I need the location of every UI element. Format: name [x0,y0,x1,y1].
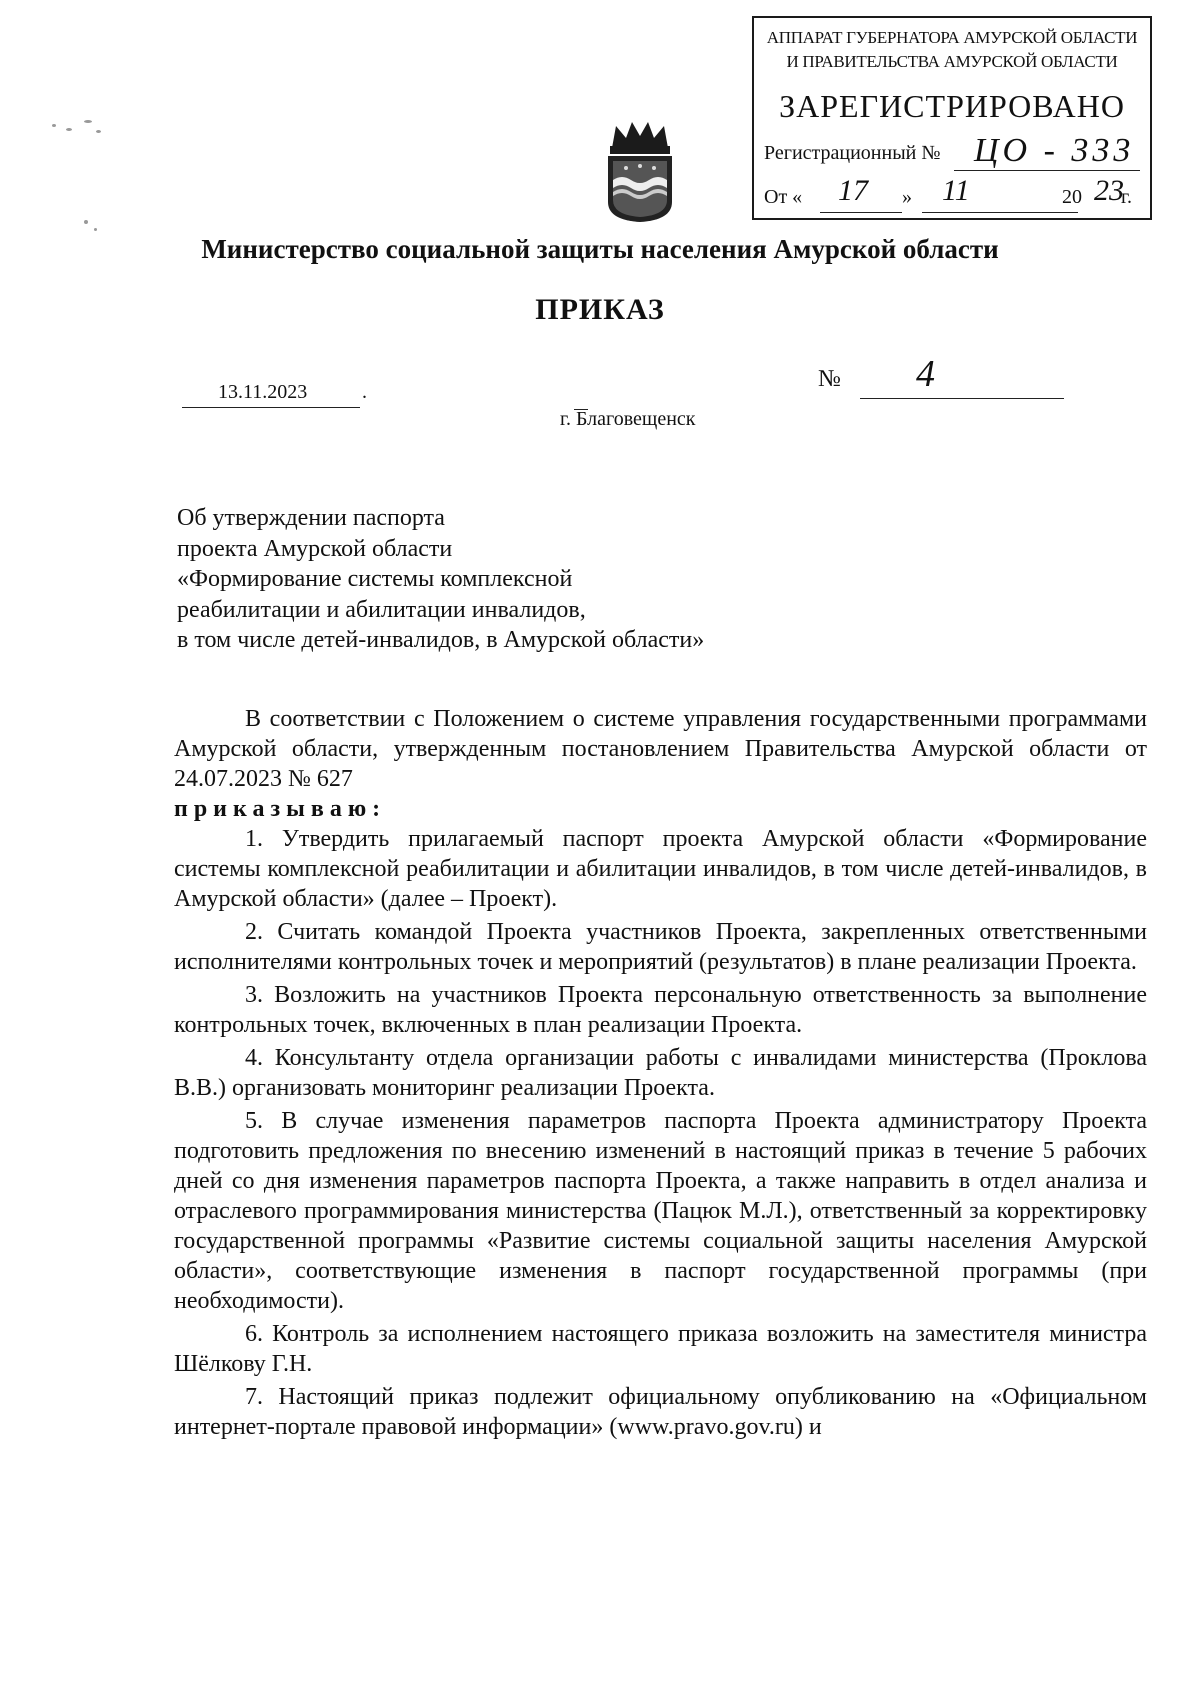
stamp-date-year-prefix: 20 [1062,186,1082,208]
stamp-org-line-2: И ПРАВИТЕЛЬСТВА АМУРСКОЙ ОБЛАСТИ [786,52,1118,71]
subject-line: в том числе детей-инвалидов, в Амурской области» [177,627,705,653]
order-item: 2. Считать командой Проекта участников Проекта, закрепленных ответственными исполнителями контрольных точек и мероприятий (результатов) в плане реализации Проекта. [174,919,1147,975]
document-subject [177,503,877,656]
stamp-reg-number-label: Регистрационный № [764,142,941,164]
stamp-org-line-1: АППАРАТ ГУБЕРНАТОРА АМУРСКОЙ ОБЛАСТИ [766,28,1138,47]
order-item: 4. Консультанту отдела организации работы с инвалидами министерства (Проклова В.В.) организовать мониторинг реализации Проекта. [174,1045,1147,1101]
document-date-dot: . [362,381,367,403]
document-date [182,381,372,411]
scan-speck [96,130,101,133]
registration-stamp [752,16,1152,220]
preamble-paragraph: В соответствии с Положением о системе управления государственными программами Амурской области, утвержденным постановлением Правительства Амурской области от 24.07.2023 № 627 [174,706,1147,792]
stamp-registered-label: ЗАРЕГИСТРИРОВАНО [779,88,1125,124]
document-number-underline [860,398,1064,399]
stamp-date-day: 17 [838,174,868,207]
scan-speck [84,120,92,123]
subject-line: реабилитации и абилитации инвалидов, [177,596,586,623]
subject-line: проекта Амурской области [177,535,453,562]
stamp-reg-number-underline [954,170,1140,171]
order-item: 5. В случае изменения параметров паспорта Проекта администратору Проекта подготовить предложения по внесению изменений в настоящий приказ в течение 5 рабочих дней со дня изменения параметров паспорта Проекта, а также направить в отдел анализа и отраслевого программирования министерства (Пацюк М.Л.), ответственный за корректировку государственной программы «Развитие системы социальной защиты населения Амурской области», соответствующие изменения в паспорт государственной программы (при необходимости). [174,1108,1147,1314]
scan-speck [94,228,97,231]
scan-speck [84,220,88,224]
scan-speck [66,128,72,131]
stamp-date-month-underline [922,212,1078,213]
stamp-date-quote-close: » [902,186,912,208]
order-word: приказываю: [174,796,387,822]
document-number-sign: № [818,366,841,392]
subject-line: Об утверждении паспорта [177,505,445,531]
subject-line: «Формирование системы комплексной [177,566,573,592]
order-item: 6. Контроль за исполнением настоящего приказа возложить на заместителя министра Шёлкову Г.Н. [174,1321,1147,1377]
document-title: ПРИКАЗ [535,293,665,326]
document-number [818,353,1068,402]
stamp-date-year-suffix: 23 [1094,174,1124,207]
order-item: 3. Возложить на участников Проекта персональную ответственность за выполнение контрольных точек, включенных в план реализации Проекта. [174,982,1147,1038]
stamp-date-month: 11 [942,174,970,207]
stamp-date-year-g: г. [1121,186,1132,208]
ministry-name: Министерство социальной защиты населения Амурской области [201,234,999,264]
coat-of-arms-icon [602,118,678,224]
stamp-date-day-underline [820,212,902,213]
stamp-date-from-label: От « [764,186,803,208]
document-body [174,704,1147,1442]
scan-speck [52,124,56,127]
city: г. Благовещенск [560,408,696,430]
order-item: 7. Настоящий приказ подлежит официальному опубликованию на «Официальном интернет-портале правовой информации» (www.pravo.gov.ru) и [174,1384,1147,1440]
stamp-reg-number-handwritten: ЦО - 333 [974,132,1135,169]
document-date-underline [182,407,360,408]
stamp-date-row [764,174,1144,216]
document-number-value: 4 [916,353,935,395]
order-item: 1. Утвердить прилагаемый паспорт проекта Амурской области «Формирование системы комплексной реабилитации и абилитации инвалидов, в том числе детей-инвалидов, в Амурской области» (далее – Проект). [174,826,1147,912]
document-date-value: 13.11.2023 [218,381,308,403]
